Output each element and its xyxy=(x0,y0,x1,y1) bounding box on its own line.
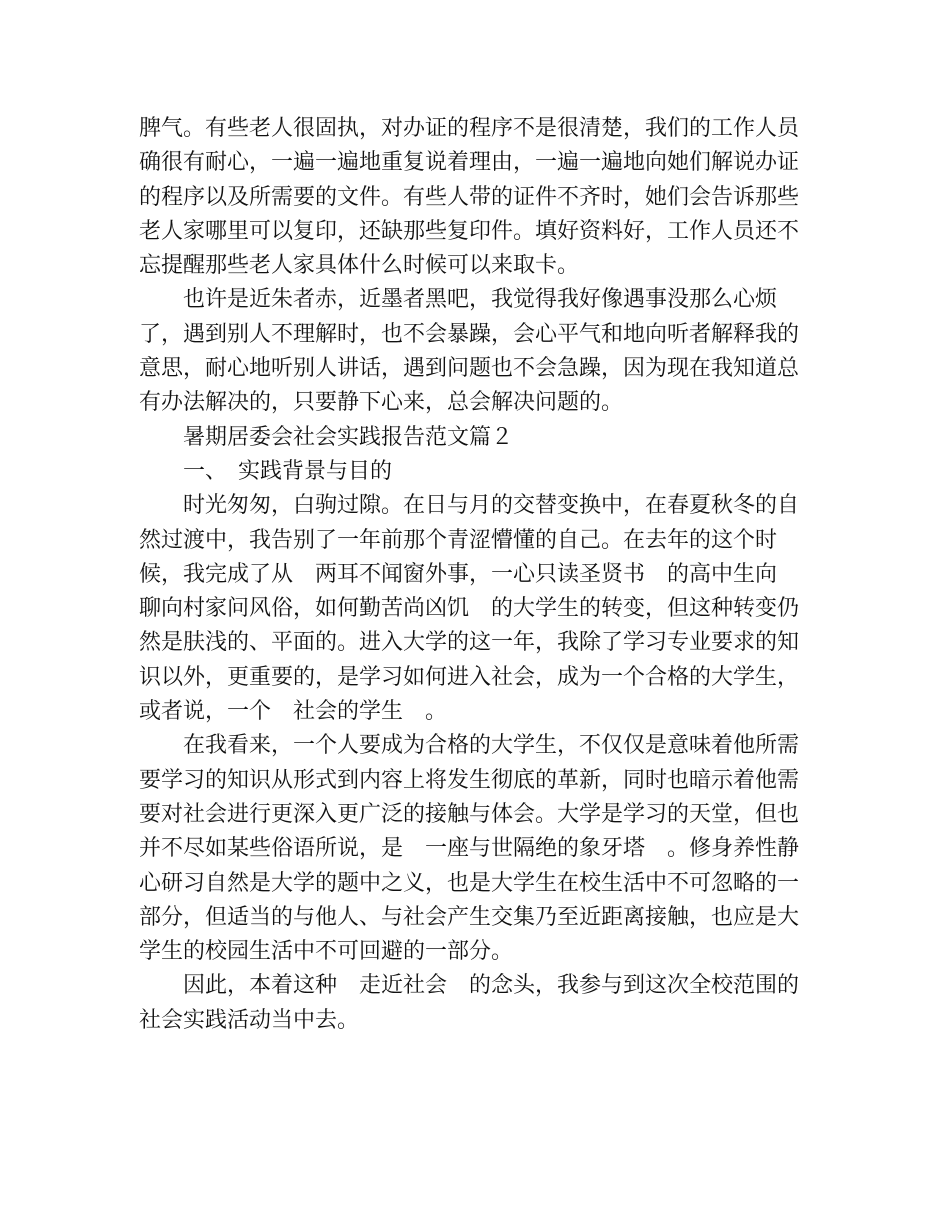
paragraph-continued: 脾气。有些老人很固执，对办证的程序不是很清楚，我们的工作人员确很有耐心，一遍一遍地重复说着理由，一遍一遍地向她们解说办证的程序以及所需要的文件。有些人带的证件不齐时，她们会告诉那些老人家哪里可以复印，还缺那些复印件。填好资料好，工作人员还不忘提醒那些老人家具体什么时候可以来取卡。 xyxy=(139,116,800,279)
section-title: 暑期居委会社会实践报告范文篇２ xyxy=(183,424,514,450)
paragraph-background: 时光匆匆，白驹过隙。在日与月的交替变换中，在春夏秋冬的自然过渡中，我告别了一年前那个青涩懵懂的自己。在去年的这个时候，我完成了从 两耳不闻窗外事，一心只读圣贤书 的高中生向 聊向村家问风俗，如何勤苦尚凶饥 的大学生的转变，但这种转变仍然是肤浅的、平面的。进入大学的这一年，我除了学习专业要求的知识以外，更重要的，是学习如何进入社会，成为一个合格的大学生，或者说，一个 社会的学生 。 xyxy=(139,493,800,725)
paragraph-reflection: 也许是近朱者赤，近墨者黑吧，我觉得我好像遇事没那么心烦了，遇到别人不理解时，也不会暴躁，会心平气和地向听者解释我的意思，耐心地听别人讲话，遇到问题也不会急躁，因为现在我知道总有办法解决的，只要静下心来，总会解决问题的。 xyxy=(139,287,800,416)
document-page xyxy=(139,112,813,1038)
subsection-title: 一、 实践背景与目的 xyxy=(183,458,393,484)
paragraph-conclusion: 因此，本着这种 走近社会 的念头，我参与到这次全校范围的社会实践活动当中去。 xyxy=(139,973,800,1033)
paragraph-opinion: 在我看来，一个人要成为合格的大学生，不仅仅是意味着他所需要学习的知识从形式到内容上将发生彻底的革新，同时也暗示着他需要对社会进行更深入更广泛的接触与体会。大学是学习的天堂，但也并不尽如某些俗语所说，是 一座与世隔绝的象牙塔 。修身养性静心研习自然是大学的题中之义，也是大学生在校生活中不可忽略的一部分，但适当的与他人、与社会产生交集乃至近距离接触，也应是大学生的校园生活中不可回避的一部分。 xyxy=(139,733,800,965)
